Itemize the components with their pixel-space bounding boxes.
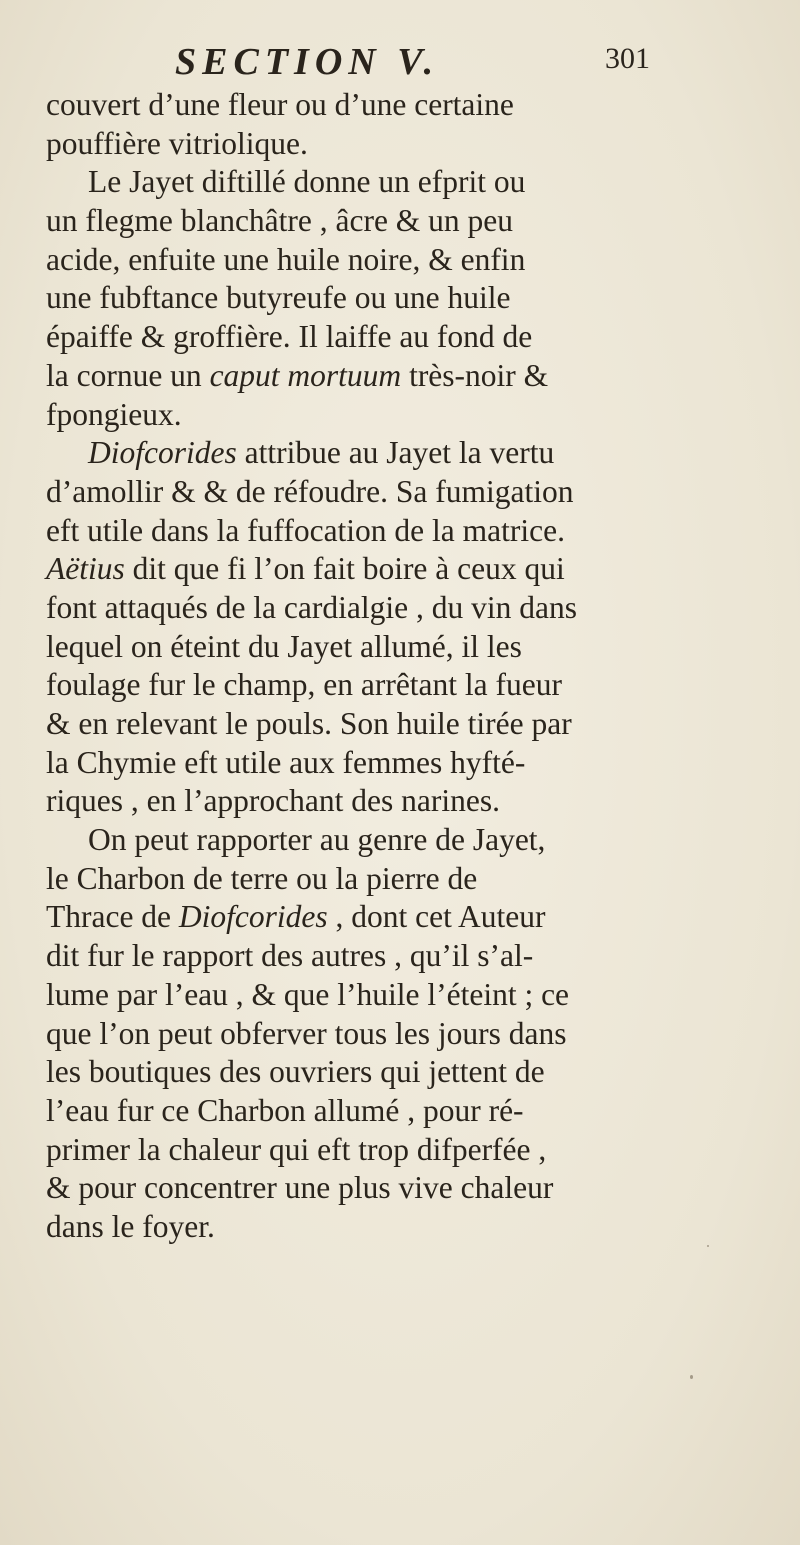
- text-segment: le Charbon de terre ou la pierre de: [46, 860, 478, 896]
- text-line: [46, 1131, 776, 1170]
- text-segment: dit fur le rapport des autres , qu’il s’al-: [46, 938, 534, 974]
- text-segment: riques , en l’approchant des narines.: [46, 783, 500, 819]
- text-line: [46, 1053, 776, 1092]
- text-line: [46, 744, 776, 783]
- text-segment: une fubftance butyreufe ou une huile: [46, 280, 511, 316]
- text-line: [46, 163, 776, 202]
- text-line: [46, 512, 776, 551]
- text-segment: fpongieux.: [46, 396, 182, 432]
- running-head: SECTION V.: [175, 41, 440, 83]
- text-segment: & pour concentrer une plus vive chaleur: [46, 1170, 554, 1206]
- text-line: [46, 705, 776, 744]
- text-line: [46, 937, 776, 976]
- text-segment: acide, enfuite une huile noire, & enfin: [46, 241, 526, 277]
- text-segment: Thrace de: [46, 899, 179, 935]
- text-segment: attribue au Jayet la vertu: [236, 435, 555, 471]
- paper-speck: [707, 1245, 709, 1247]
- text-segment: dans le foyer.: [46, 1208, 215, 1244]
- text-segment: les boutiques des ouvriers qui jettent de: [46, 1054, 545, 1090]
- text-segment: eft utile dans la fuffocation de la matrice.: [46, 512, 565, 548]
- italic-segment: caput mortuum: [209, 357, 402, 393]
- text-line: [46, 589, 776, 628]
- page-header: [130, 40, 650, 84]
- text-segment: lequel on éteint du Jayet allumé, il les: [46, 628, 522, 664]
- italic-segment: Diofcorides: [178, 899, 328, 935]
- paragraph: [46, 86, 776, 163]
- text-line: [46, 1092, 776, 1131]
- text-line: [46, 898, 776, 937]
- text-segment: On peut rapporter au genre de Jayet,: [88, 822, 546, 858]
- text-segment: couvert d’une fleur ou d’une certaine: [46, 87, 514, 122]
- text-line: [46, 86, 776, 125]
- text-line: [46, 550, 776, 589]
- italic-segment: Diofcorides: [88, 435, 237, 471]
- text-segment: la Chymie eft utile aux femmes hyfté-: [46, 744, 526, 780]
- paragraph: [46, 163, 776, 434]
- text-line: [46, 782, 776, 821]
- text-segment: , dont cet Auteur: [327, 899, 546, 935]
- text-line: [46, 357, 776, 396]
- text-segment: & en relevant le pouls. Son huile tirée par: [46, 706, 572, 741]
- page-number: 301: [605, 42, 650, 75]
- text-line: [46, 473, 776, 512]
- text-line: [46, 279, 776, 318]
- text-line: [46, 241, 776, 280]
- text-segment: lume par l’eau , & que l’huile l’éteint ; ce: [46, 976, 570, 1012]
- text-line: [46, 821, 776, 860]
- paper-speck: [690, 1375, 693, 1379]
- text-line: [46, 666, 776, 705]
- text-segment: primer la chaleur qui eft trop difperfée ,: [46, 1131, 547, 1167]
- text-segment: épaiffe & groffière. Il laiffe au fond de: [46, 319, 533, 355]
- paragraph: [46, 821, 776, 1247]
- text-line: [46, 860, 776, 899]
- text-segment: l’eau fur ce Charbon allumé , pour ré-: [46, 1092, 524, 1128]
- text-segment: très-noir &: [401, 357, 549, 393]
- text-line: [46, 628, 776, 667]
- text-segment: d’amollir & & de réfoudre. Sa fumigation: [46, 473, 574, 509]
- text-segment: que l’on peut obferver tous les jours dans: [46, 1015, 567, 1051]
- text-line: [46, 318, 776, 357]
- text-segment: la cornue un: [46, 357, 210, 393]
- text-segment: un flegme blanchâtre , âcre & un peu: [46, 203, 514, 239]
- text-line: [46, 1015, 776, 1054]
- text-line: [46, 434, 776, 473]
- body-text: [46, 86, 776, 1247]
- text-line: [46, 202, 776, 241]
- text-line: [46, 125, 776, 164]
- text-segment: foulage fur le champ, en arrêtant la fueur: [46, 667, 562, 703]
- text-line: [46, 976, 776, 1015]
- text-segment: Le Jayet diftillé donne un efprit ou: [88, 164, 526, 200]
- italic-segment: Aëtius: [46, 551, 125, 587]
- text-line: [46, 1208, 776, 1247]
- text-line: [46, 396, 776, 435]
- text-segment: font attaqués de la cardialgie , du vin dans: [46, 589, 577, 625]
- text-segment: pouffière vitriolique.: [46, 125, 308, 161]
- text-segment: dit que fi l’on fait boire à ceux qui: [124, 551, 565, 587]
- text-line: [46, 1169, 776, 1208]
- paragraph: [46, 434, 776, 821]
